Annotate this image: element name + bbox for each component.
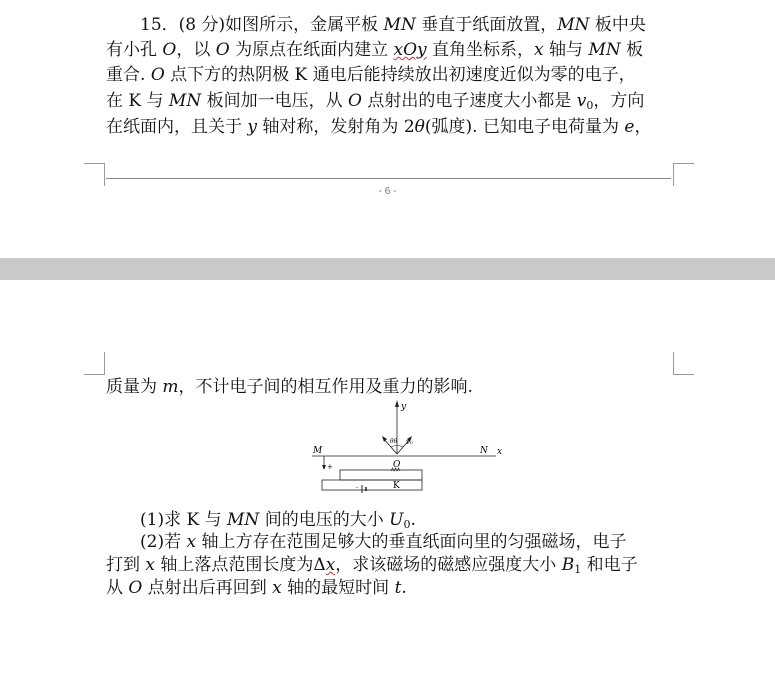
page-top [0, 0, 775, 258]
y-label: y [401, 402, 407, 412]
footer-rule [106, 178, 671, 179]
circuit-wire [322, 480, 422, 490]
v0-label: v₀ [406, 438, 413, 446]
question-number: 15． [140, 15, 179, 35]
n-label: N [480, 446, 488, 456]
question-line-5: 在纸面内，且关于 y 轴对称，发射角为 2θ(弧度). 已知电子电荷量为 e， [106, 117, 652, 137]
part1-line: (1)求 K 与 MN 间的电压的大小 $U_0$. [140, 510, 416, 531]
margin-corner-bottom-right [673, 163, 694, 186]
margin-corner-top-right [673, 352, 694, 375]
spellcheck-word: x [325, 555, 336, 575]
theta-label: θθ [390, 438, 398, 445]
question-points: (8 分) [178, 15, 226, 35]
question-line-2: 有小孔 O，以 O 为原点在纸面内建立 xOy 直角坐标系，x 轴与 MN 板 [106, 40, 644, 60]
k-label: K [393, 481, 400, 491]
part2-line-3: 从 O 点射出后再回到 x 轴的最短时间 t. [106, 578, 407, 598]
spellcheck-word: xOy [393, 40, 427, 60]
page-gap [0, 258, 775, 280]
part2-line-1: (2)若 x 轴上方存在范围足够大的垂直纸面向里的匀强磁场，电子 [140, 532, 627, 552]
x-label: x [497, 447, 503, 457]
margin-corner-top-left [84, 352, 105, 375]
o-label: O [393, 460, 401, 470]
plus-label: + [327, 463, 333, 471]
question-line-1: 15．(8 分)如图所示，金属平板 MN 垂直于纸面放置，MN 板中央 [140, 15, 646, 35]
question-line-6: 质量为 m，不计电子间的相互作用及重力的影响. [106, 377, 473, 397]
circuit-box [340, 470, 422, 480]
margin-corner-bottom-left [84, 163, 105, 186]
question-line-3: 重合. O 点下方的热阴极 K 通电后能持续放出初速度近似为零的电子， [106, 65, 636, 85]
physics-diagram [300, 398, 503, 494]
page-number: - 6 - [378, 186, 397, 197]
question-line-4: 在 K 与 MN 板间加一电压，从 O 点射出的电子速度大小都是 $v_0$，方向 [106, 91, 645, 112]
part2-line-2: 打到 x 轴上落点范围长度为Δx，求该磁场的磁感应强度大小 $B_1$ 和电子 [106, 555, 638, 576]
y-axis-arrow [395, 400, 399, 407]
minus-label: - [356, 484, 359, 491]
m-label: M [313, 446, 323, 456]
